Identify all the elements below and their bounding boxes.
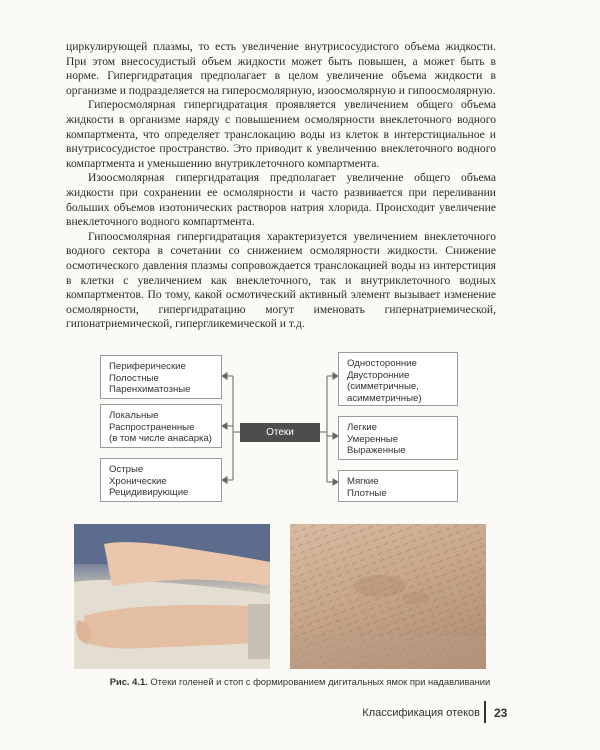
- body-text: [66, 40, 496, 332]
- running-footer-title: Классификация отеков: [362, 707, 480, 719]
- diagram-box-localization: Периферические Полостные Паренхиматозные: [100, 355, 222, 399]
- diagram-center-edema: Отеки: [240, 423, 320, 442]
- diagram-box-consistency: Мягкие Плотные: [338, 470, 458, 502]
- photo-swollen-legs: [74, 524, 270, 669]
- figure-label: Рис. 4.1.: [109, 676, 148, 687]
- paragraph-1: циркулирующей плазмы, то есть увеличение внутрисосудистого объема жидкости. При этом внесосудистый объем жидкости может быть повышен, а может быть в норме. Гипергидратация предполагает в целом увеличение объема жидкости в организме и подразделяется на гиперосмолярную, изоосмолярную и гипоосмолярную.: [66, 40, 496, 97]
- diagram-box-symmetry: Односторонние Двусторонние (симметричные, асимметричные): [338, 352, 458, 406]
- skin-illustration: [290, 524, 486, 669]
- paragraph-3: Изоосмолярная гипергидратация предполагает увеличение общего объема жидкости при сохранении ее осмолярности и часто развивается при переливании больших объемов изотонических растворов натрия хлорида. Происходит увеличение внеклеточного водного компартмента.: [66, 171, 496, 229]
- legs-illustration: [74, 524, 270, 669]
- diagram-box-course: Острые Хронические Рецидивирующие: [100, 458, 222, 502]
- arrow-left-1: [222, 373, 227, 379]
- photo-skin-pitting: [290, 524, 486, 669]
- figure-caption: [40, 676, 560, 687]
- paragraph-4: Гипоосмолярная гипергидратация характеризуется увеличением внеклеточного водного сектора в сочетании со снижением осмолярности жидкости. Снижение осмотического давления плазмы сопровождается транслокацией воды из интерстиция в клетки с увеличением как внеклеточного, так и внутриклеточного водных компартментов. По тому, какой осмотический активный элемент вызывает изменение осмолярности, гипергидратацию могут именовать гипернатриемической, гипонатриемической, гипергликемической и т.д.: [66, 229, 496, 331]
- diagram-box-extent: Локальные Распространенные (в том числе анасарка): [100, 404, 222, 448]
- footer-divider: [484, 701, 486, 723]
- arrow-left-2: [222, 423, 227, 429]
- figure-caption-text: Отеки голеней и стоп с формированием дигитальных ямок при надавливании: [150, 676, 491, 687]
- diagram-box-severity: Легкие Умеренные Выраженные: [338, 416, 458, 460]
- paragraph-2: Гиперосмолярная гипергидратация проявляется увеличением общего объема жидкости в организме наряду с повышением осмолярности внеклеточного водного компартмента, что определяет транслокацию воды из клеток в интерстициальное и внутрисосудистое пространство. Это приводит к увеличению внеклеточного водного компартмента и уменьшению внутриклеточного компартмента.: [66, 98, 496, 170]
- arrow-left-3: [222, 477, 227, 483]
- page-number: 23: [494, 706, 508, 720]
